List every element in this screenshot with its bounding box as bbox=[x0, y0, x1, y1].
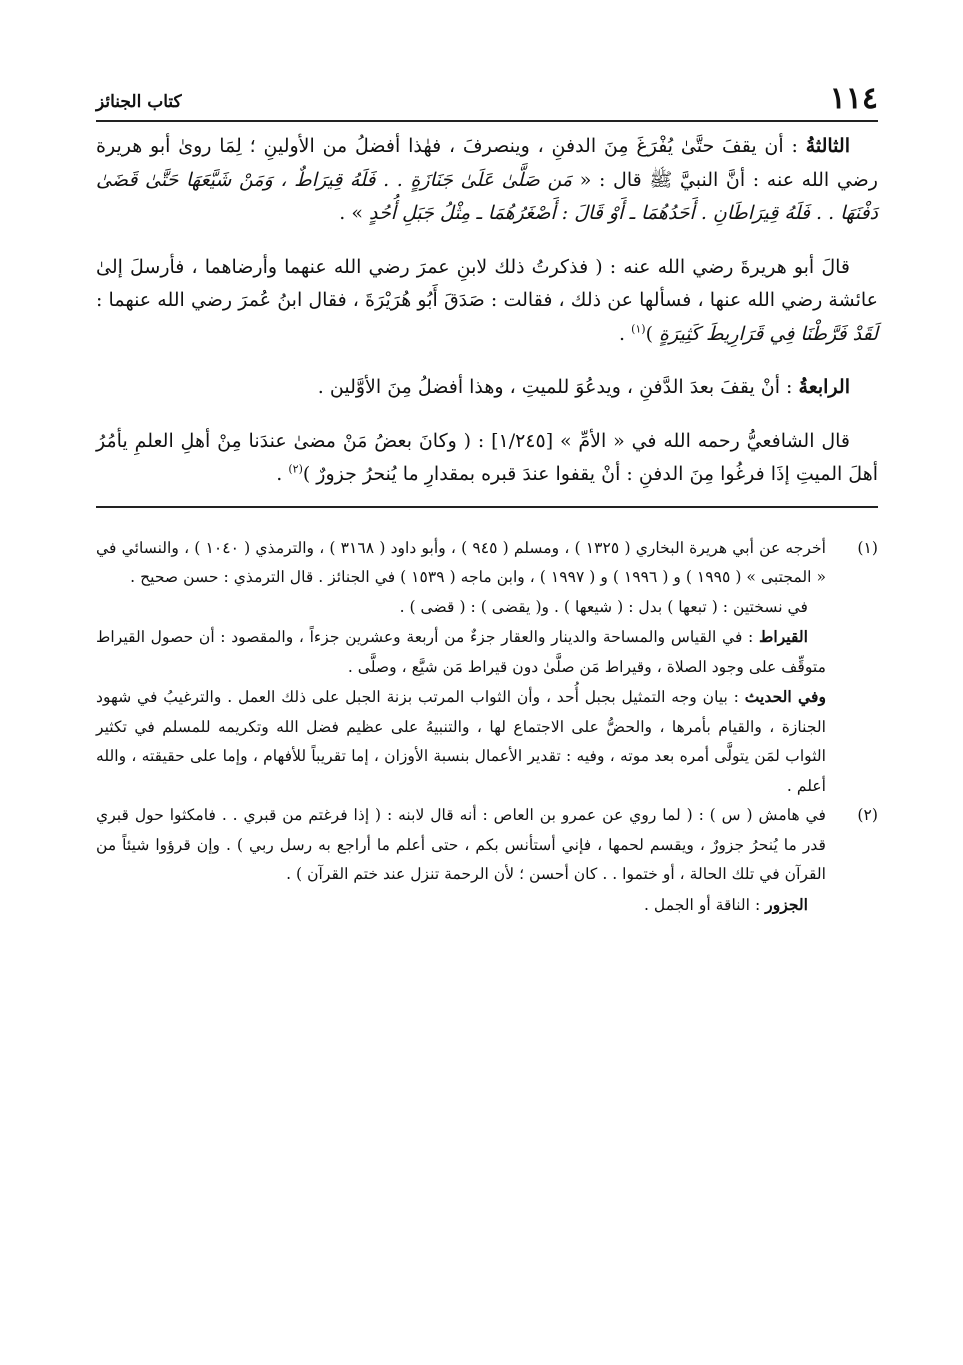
term: القيراط bbox=[758, 627, 808, 646]
footnote-ref-2[interactable]: (٢) bbox=[288, 462, 303, 476]
footnote-text-part: : بيان وجه التمثيل بجبل أُحد ، وأن الثواب المرتب بزنة الجبل على ذلك العمل . والترغيبُ في شهود الجنازة ، والقيام بأمرها ، والحضُّ على الاجتماع لها ، والتنبيهُ على عظيم فضل الله وتكريمه للمسلم في تكثير الثواب لمَن يتولَّى أمره بعد موته ، وفيه : تقدير الأعمال بنسبة الأوزان ، إما تقريباً للأفهام ، وإما على حقيقته ، والله أعلم . bbox=[96, 688, 826, 795]
hadith-quote: لَقَدْ فَرَّطْنَا فِي قَرَارِيطَ كَثِيرَةٍ bbox=[659, 322, 878, 345]
footnote-1 bbox=[96, 534, 878, 802]
main-text bbox=[96, 130, 878, 492]
paragraph-fourth bbox=[96, 371, 878, 405]
footnote-number: (٢) bbox=[857, 806, 878, 824]
footnote-text bbox=[96, 682, 826, 801]
paragraph-lead: الثالثةُ bbox=[805, 135, 850, 157]
paragraph-text: : أن يقفَ حتَّىٰ يُفْرَغَ مِنَ الدفنِ ، وينصرفَ ، فهٰذا أفضلُ من الأولينِ ؛ لِمَا روىٰ أبو هريرة رضي الله عنه : أنَّ النبيَّ ﷺ قال : « bbox=[96, 135, 878, 191]
paragraph-lead: الرابعةُ bbox=[798, 376, 850, 398]
paragraph-third bbox=[96, 130, 878, 231]
footnote-2 bbox=[96, 801, 878, 920]
book-page bbox=[96, 80, 878, 920]
paragraph-text: : أنْ يقفَ بعدَ الدَّفنِ ، ويدعُوَ للميتِ ، وهذا أفضلُ مِنَ الأوَّلين . bbox=[317, 376, 799, 398]
page-number: ١١٤ bbox=[829, 81, 878, 116]
paragraph-abu-hurayra bbox=[96, 251, 878, 352]
footnotes bbox=[96, 534, 878, 921]
term: الجزور bbox=[765, 894, 808, 914]
paragraph-tail: . bbox=[618, 322, 632, 345]
footnote-ref-1[interactable]: (١) bbox=[631, 322, 646, 336]
paragraph-end: ) bbox=[645, 322, 660, 345]
footnote-text: في نسختين : ( تبعها ) بدل : ( شيعها ) . و( يقضى ) : ( قضى ) . bbox=[399, 597, 808, 616]
footnote-text: في هامش ( س ) : ( لما روي عن عمرو بن العاص : أنه قال لابنه : ( إذا فرغتم من قبري . . فامكثوا حول قبري قدر ما يُنحرُ جزورٌ ، ويقسم لحمها ، فإني أستأنس بكم ، حتى أعلم ما أراجع به رسل ربي ) . وإن قرؤوا شيئاً من القرآن في تلك الحالة ، أو ختموا . . كان أحسن ؛ لأن الرحمة تنزل عند ختم القرآن ) . bbox=[96, 806, 826, 883]
footnote-text bbox=[96, 890, 826, 921]
paragraph-tail: . bbox=[276, 463, 289, 485]
footnote-text: أخرجه عن أبي هريرة البخاري ( ١٣٢٥ ) ، ومسلم ( ٩٤٥ ) ، وأبو داود ( ٣١٦٨ ) ، والترمذي ( ١٠٤٠ ) ، والنسائي في « المجتبى » ( ١٩٩٥ ) و ( ١٩٩٦ ) و ( ١٩٩٧ ) ، وابن ماجه ( ١٥٣٩ ) في الجنائز . قال الترمذي : حسن صحيح . bbox=[96, 538, 827, 586]
footnote-separator bbox=[96, 506, 878, 508]
paragraph-text: قالَ أبو هريرةَ رضي الله عنه : ( فذكرتُ ذلك لابنِ عمرَ رضي الله عنهما وأرضاهما ، فأرسلَ إلىٰ عائشة رضي الله عنها ، فسألها عن ذلك ، فقالت : صَدَقَ أَبُو هُرَيْرَةَ ، فقال ابنُ عُمرَ رضي الله عنهما : bbox=[96, 255, 878, 311]
footnote-text-part: : الناقة أو الجمل . bbox=[643, 895, 766, 914]
footnote-text-part: : في القياس والمساحة والدينار والعقار جزءٌ من أربعة وعشرين جزءاً ، والمقصود : أن حصول القيراط متوقِّف على وجود الصلاة ، وقيراط مَن صلَّىٰ دون قيراط مَن شيَّع ، وصلَّى . bbox=[96, 628, 826, 676]
term: وفي bbox=[791, 687, 826, 706]
chapter-title: كتاب الجنائز bbox=[96, 92, 182, 112]
paragraph-text: قال الشافعيُّ رحمه الله في « الأمِّ » [١/٢٤٥] : ( وكانَ بعضُ مَنْ مضىٰ عندَنا مِنْ أهلِ العلمِ يأمُرُ أهلَ الميتِ إذَا فرغُوا مِنَ الدفنِ : أنْ يقفوا عندَ قبره بمقدارِ ما يُنحرُ جزورٌ ) bbox=[96, 429, 878, 485]
paragraph-shafii bbox=[96, 425, 878, 492]
running-header bbox=[96, 80, 878, 122]
footnote-text bbox=[96, 622, 826, 682]
term: الحديث bbox=[744, 687, 792, 706]
paragraph-end: » . bbox=[339, 202, 369, 224]
hadith-quote: مَن صَلَّىٰ عَلَىٰ جَنَازَةٍ . . فَلَهُ قِيرَاطٌ ، وَمَنْ شَيَّعَهَا حَتَّىٰ قَضَىٰ دَفْنَهَا . . فَلَهُ قِيرَاطَانِ . أَحَدُهُمَا ـ أَوْ قَالَ : أَصْغَرُهُمَا ـ مِثْلُ جَبَلِ أُحُدٍ bbox=[96, 168, 878, 224]
footnote-number: (١) bbox=[857, 538, 878, 557]
